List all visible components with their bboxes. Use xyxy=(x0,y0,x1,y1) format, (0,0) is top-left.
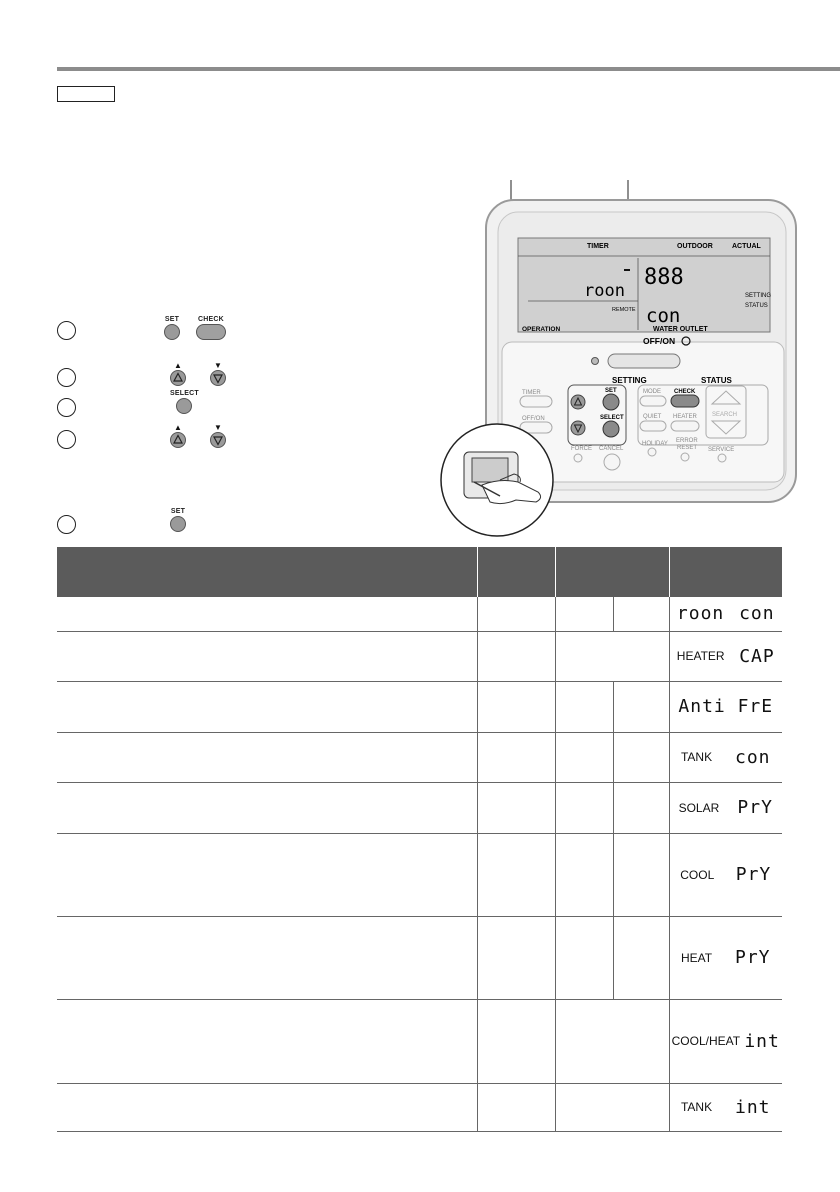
remote-controller-illustration xyxy=(440,180,800,540)
svg-text:OFF/ON: OFF/ON xyxy=(522,416,545,422)
svg-text:HEATER: HEATER xyxy=(673,414,697,420)
set-button-icon-2: SET xyxy=(170,508,186,532)
svg-text:SERVICE: SERVICE xyxy=(708,447,735,453)
select-button-icon: SELECT xyxy=(170,390,199,414)
table-row: roon con xyxy=(57,597,782,631)
set-button-icon: SET xyxy=(164,316,180,340)
table-row: SOLAR PrY xyxy=(57,782,782,833)
table-row: COOL/HEAT int xyxy=(57,999,782,1083)
table-header-1 xyxy=(57,547,477,597)
table-row: COOL PrY xyxy=(57,833,782,916)
header-rule xyxy=(57,67,840,71)
svg-text:SEARCH: SEARCH xyxy=(712,412,738,418)
lcd-con-text: con xyxy=(646,305,681,327)
up-button-icon: ▲ xyxy=(170,362,186,386)
svg-text:QUIET: QUIET xyxy=(643,414,662,420)
lcd-water-outlet-label: WATER OUTLET xyxy=(653,326,708,333)
table-header-4 xyxy=(669,547,782,597)
svg-text:SET: SET xyxy=(605,388,617,394)
lcd-actual-label: ACTUAL xyxy=(732,243,761,250)
lcd-setting-label: SETTING xyxy=(745,293,772,299)
lcd-outdoor-label: OUTDOOR xyxy=(677,243,713,250)
lcd-digits: 888 xyxy=(644,265,684,290)
down-button-icon: ▼ xyxy=(210,362,226,386)
table-row: HEATER CAP xyxy=(57,631,782,681)
check-button-icon: CHECK xyxy=(196,316,226,340)
svg-text:SELECT: SELECT xyxy=(600,415,624,421)
step-circle-1 xyxy=(57,321,76,340)
down-button-icon-2: ▼ xyxy=(210,424,226,448)
lcd-operation-label: OPERATION xyxy=(522,326,561,333)
svg-text:HOLIDAY: HOLIDAY xyxy=(642,441,668,447)
table-header-3 xyxy=(555,547,669,597)
svg-text:CHECK: CHECK xyxy=(674,389,696,395)
table-row: HEAT PrY xyxy=(57,916,782,999)
svg-text:TIMER: TIMER xyxy=(522,390,541,396)
svg-text:ERROR: ERROR xyxy=(676,438,698,444)
table-row: TANK int xyxy=(57,1083,782,1131)
lcd-timer-label: TIMER xyxy=(587,243,609,250)
lcd-status-label: STATUS xyxy=(745,303,768,309)
status-header: STATUS xyxy=(701,376,732,385)
setting-header: SETTING xyxy=(612,376,647,385)
lcd-room-text: roon xyxy=(584,281,625,301)
settings-table xyxy=(57,547,782,1132)
svg-text:MODE: MODE xyxy=(643,389,661,395)
step-circle-5 xyxy=(57,515,76,534)
table-header-2 xyxy=(477,547,555,597)
lcd-remote-label: REMOTE xyxy=(612,307,636,313)
step-circle-4 xyxy=(57,430,76,449)
step-circle-2 xyxy=(57,368,76,387)
step-circle-3 xyxy=(57,398,76,417)
offon-label: OFF/ON xyxy=(643,336,676,346)
svg-text:CANCEL: CANCEL xyxy=(599,446,624,452)
section-tag xyxy=(57,86,115,102)
svg-text:FORCE: FORCE xyxy=(571,446,592,452)
svg-text:RESET: RESET xyxy=(677,445,698,451)
table-row: Anti FrE xyxy=(57,681,782,732)
table-row: TANK con xyxy=(57,732,782,782)
up-button-icon-2: ▲ xyxy=(170,424,186,448)
